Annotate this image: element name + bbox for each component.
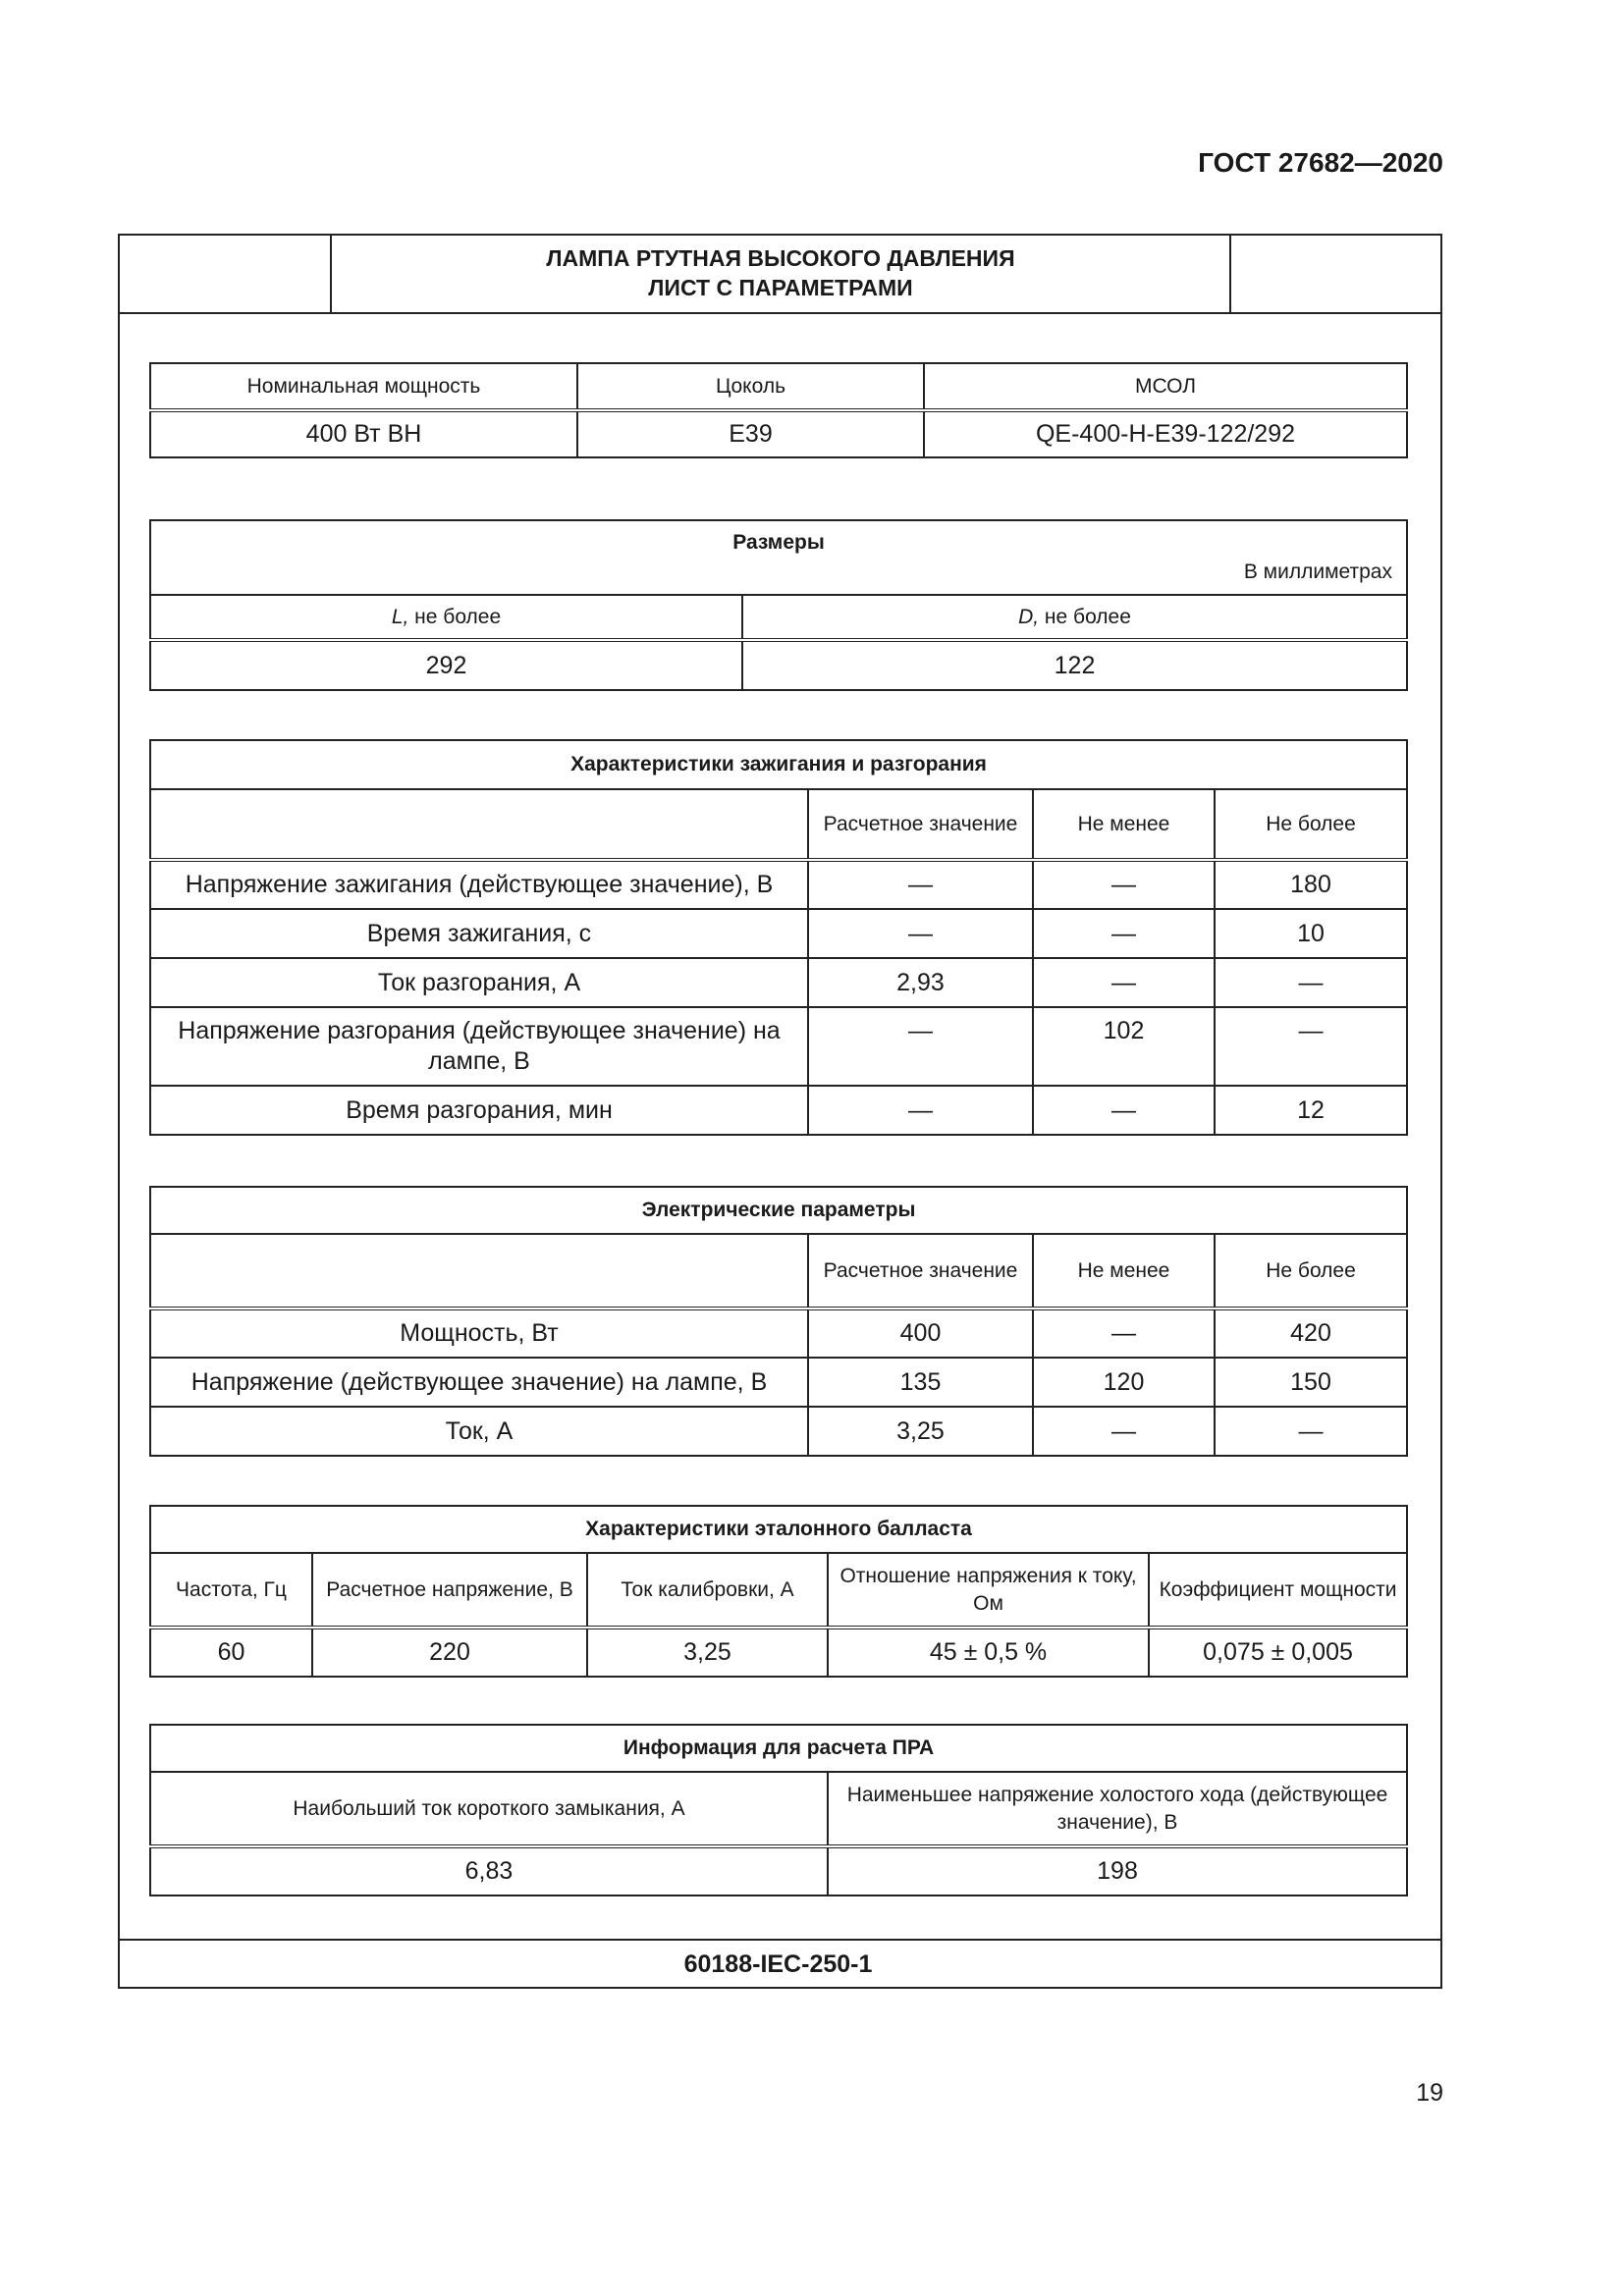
table-row — [150, 1358, 1407, 1407]
pra-col-short-circuit-current: Наибольший ток короткого замыкания, А — [150, 1772, 828, 1846]
electrical-cell: 150 — [1215, 1358, 1407, 1407]
ballast-title: Характеристики эталонного балласта — [150, 1506, 1407, 1553]
pra-value-short-circuit-current: 6,83 — [150, 1846, 828, 1896]
electrical-cell: 420 — [1215, 1308, 1407, 1358]
ignition-row-label: Время зажигания, с — [150, 909, 808, 958]
ignition-table — [149, 739, 1408, 1136]
pra-table — [149, 1724, 1408, 1896]
electrical-cell: 135 — [808, 1358, 1033, 1407]
ignition-cell: — — [808, 860, 1033, 909]
value-base: E39 — [577, 410, 924, 457]
ignition-cell: — — [1215, 958, 1407, 1007]
col-header-diameter — [742, 595, 1407, 640]
sheet-footer — [118, 1939, 1442, 1989]
dimensions-unit-note: В миллиметрах — [1243, 561, 1392, 583]
page-number: 19 — [1416, 2079, 1443, 2107]
electrical-cell: 3,25 — [808, 1407, 1033, 1456]
electrical-col-min: Не менее — [1033, 1234, 1215, 1308]
ignition-header-blank — [150, 789, 808, 860]
ignition-cell: — — [808, 1007, 1033, 1086]
electrical-cell: — — [1033, 1407, 1215, 1456]
pra-title: Информация для расчета ПРА — [150, 1725, 1407, 1772]
electrical-cell: 400 — [808, 1308, 1033, 1358]
header-right-cell — [1229, 234, 1440, 312]
length-label: не более — [408, 605, 502, 628]
sheet-title-line-2: ЛИСТ С ПАРАМЕТРАМИ — [648, 275, 913, 300]
table-row — [150, 1007, 1407, 1086]
ignition-cell: 10 — [1215, 909, 1407, 958]
value-nominal-power: 400 Вт ВН — [150, 410, 577, 457]
ballast-table — [149, 1505, 1408, 1678]
pra-value-open-circuit-voltage: 198 — [828, 1846, 1407, 1896]
dimensions-title-cell — [150, 520, 1407, 595]
electrical-header-blank — [150, 1234, 808, 1308]
value-length: 292 — [150, 640, 742, 690]
electrical-row-label: Напряжение (действующее значение) на лампе, В — [150, 1358, 808, 1407]
value-diameter: 122 — [742, 640, 1407, 690]
table-row — [150, 860, 1407, 909]
ballast-value-voltage-current-ratio: 45 ± 0,5 % — [828, 1628, 1149, 1677]
table-row — [150, 958, 1407, 1007]
diameter-symbol: D, — [1018, 605, 1040, 628]
electrical-cell: — — [1033, 1308, 1215, 1358]
sheet-title-line-1: ЛАМПА РТУТНАЯ ВЫСОКОГО ДАВЛЕНИЯ — [546, 245, 1015, 271]
ballast-value-power-factor: 0,075 ± 0,005 — [1149, 1628, 1407, 1677]
pra-col-open-circuit-voltage: Наименьшее напряжение холостого хода (действующее значение), В — [828, 1772, 1407, 1846]
ignition-col-rated: Расчетное значение — [808, 789, 1033, 860]
ballast-col-calibration-current: Ток калибровки, А — [587, 1553, 828, 1628]
ignition-cell: 12 — [1215, 1086, 1407, 1135]
ignition-col-min: Не менее — [1033, 789, 1215, 860]
ignition-row-label: Ток разгорания, А — [150, 958, 808, 1007]
electrical-col-max: Не более — [1215, 1234, 1407, 1308]
electrical-row-label: Ток, А — [150, 1407, 808, 1456]
ignition-cell: 102 — [1033, 1007, 1215, 1086]
sheet-code: 60188-IEC-250-1 — [683, 1950, 873, 1978]
electrical-row-label: Мощность, Вт — [150, 1308, 808, 1358]
value-msol: QE-400-H-E39-122/292 — [924, 410, 1407, 457]
ballast-value-frequency: 60 — [150, 1628, 312, 1677]
dimensions-table — [149, 519, 1408, 691]
ignition-cell: — — [1033, 909, 1215, 958]
table-row — [150, 1086, 1407, 1135]
ballast-value-calibration-current: 3,25 — [587, 1628, 828, 1677]
table-row — [150, 1308, 1407, 1358]
diameter-label: не более — [1039, 605, 1131, 628]
table-row — [150, 1407, 1407, 1456]
electrical-cell: 120 — [1033, 1358, 1215, 1407]
electrical-table — [149, 1186, 1408, 1457]
dimensions-title: Размеры — [732, 531, 825, 554]
ballast-col-rated-voltage: Расчетное напряжение, В — [312, 1553, 587, 1628]
table-row — [150, 909, 1407, 958]
col-header-msol: МСОЛ — [924, 363, 1407, 410]
document-number: ГОСТ 27682—2020 — [1198, 147, 1443, 178]
ignition-cell: — — [808, 1086, 1033, 1135]
general-table — [149, 362, 1408, 458]
ballast-col-voltage-current-ratio: Отношение напряжения к току, Ом — [828, 1553, 1149, 1628]
ballast-col-power-factor: Коэффициент мощности — [1149, 1553, 1407, 1628]
ignition-cell: — — [808, 909, 1033, 958]
ignition-cell: — — [1033, 1086, 1215, 1135]
ballast-value-rated-voltage: 220 — [312, 1628, 587, 1677]
electrical-col-rated: Расчетное значение — [808, 1234, 1033, 1308]
col-header-nominal-power: Номинальная мощность — [150, 363, 577, 410]
ignition-col-max: Не более — [1215, 789, 1407, 860]
ignition-cell: — — [1215, 1007, 1407, 1086]
length-symbol: L, — [391, 605, 409, 628]
electrical-title: Электрические параметры — [150, 1187, 1407, 1234]
col-header-length — [150, 595, 742, 640]
ignition-row-label: Напряжение зажигания (действующее значение), В — [150, 860, 808, 909]
ignition-title: Характеристики зажигания и разгорания — [150, 740, 1407, 789]
ballast-col-frequency: Частота, Гц — [150, 1553, 312, 1628]
ignition-cell: — — [1033, 958, 1215, 1007]
col-header-base: Цоколь — [577, 363, 924, 410]
electrical-cell: — — [1215, 1407, 1407, 1456]
sheet-title — [332, 243, 1229, 302]
ignition-row-label: Время разгорания, мин — [150, 1086, 808, 1135]
header-left-cell — [118, 234, 332, 312]
ignition-cell: — — [1033, 860, 1215, 909]
sheet-header — [118, 234, 1442, 314]
ignition-cell: 2,93 — [808, 958, 1033, 1007]
ignition-row-label: Напряжение разгорания (действующее значение) на лампе, В — [150, 1007, 808, 1086]
ignition-cell: 180 — [1215, 860, 1407, 909]
